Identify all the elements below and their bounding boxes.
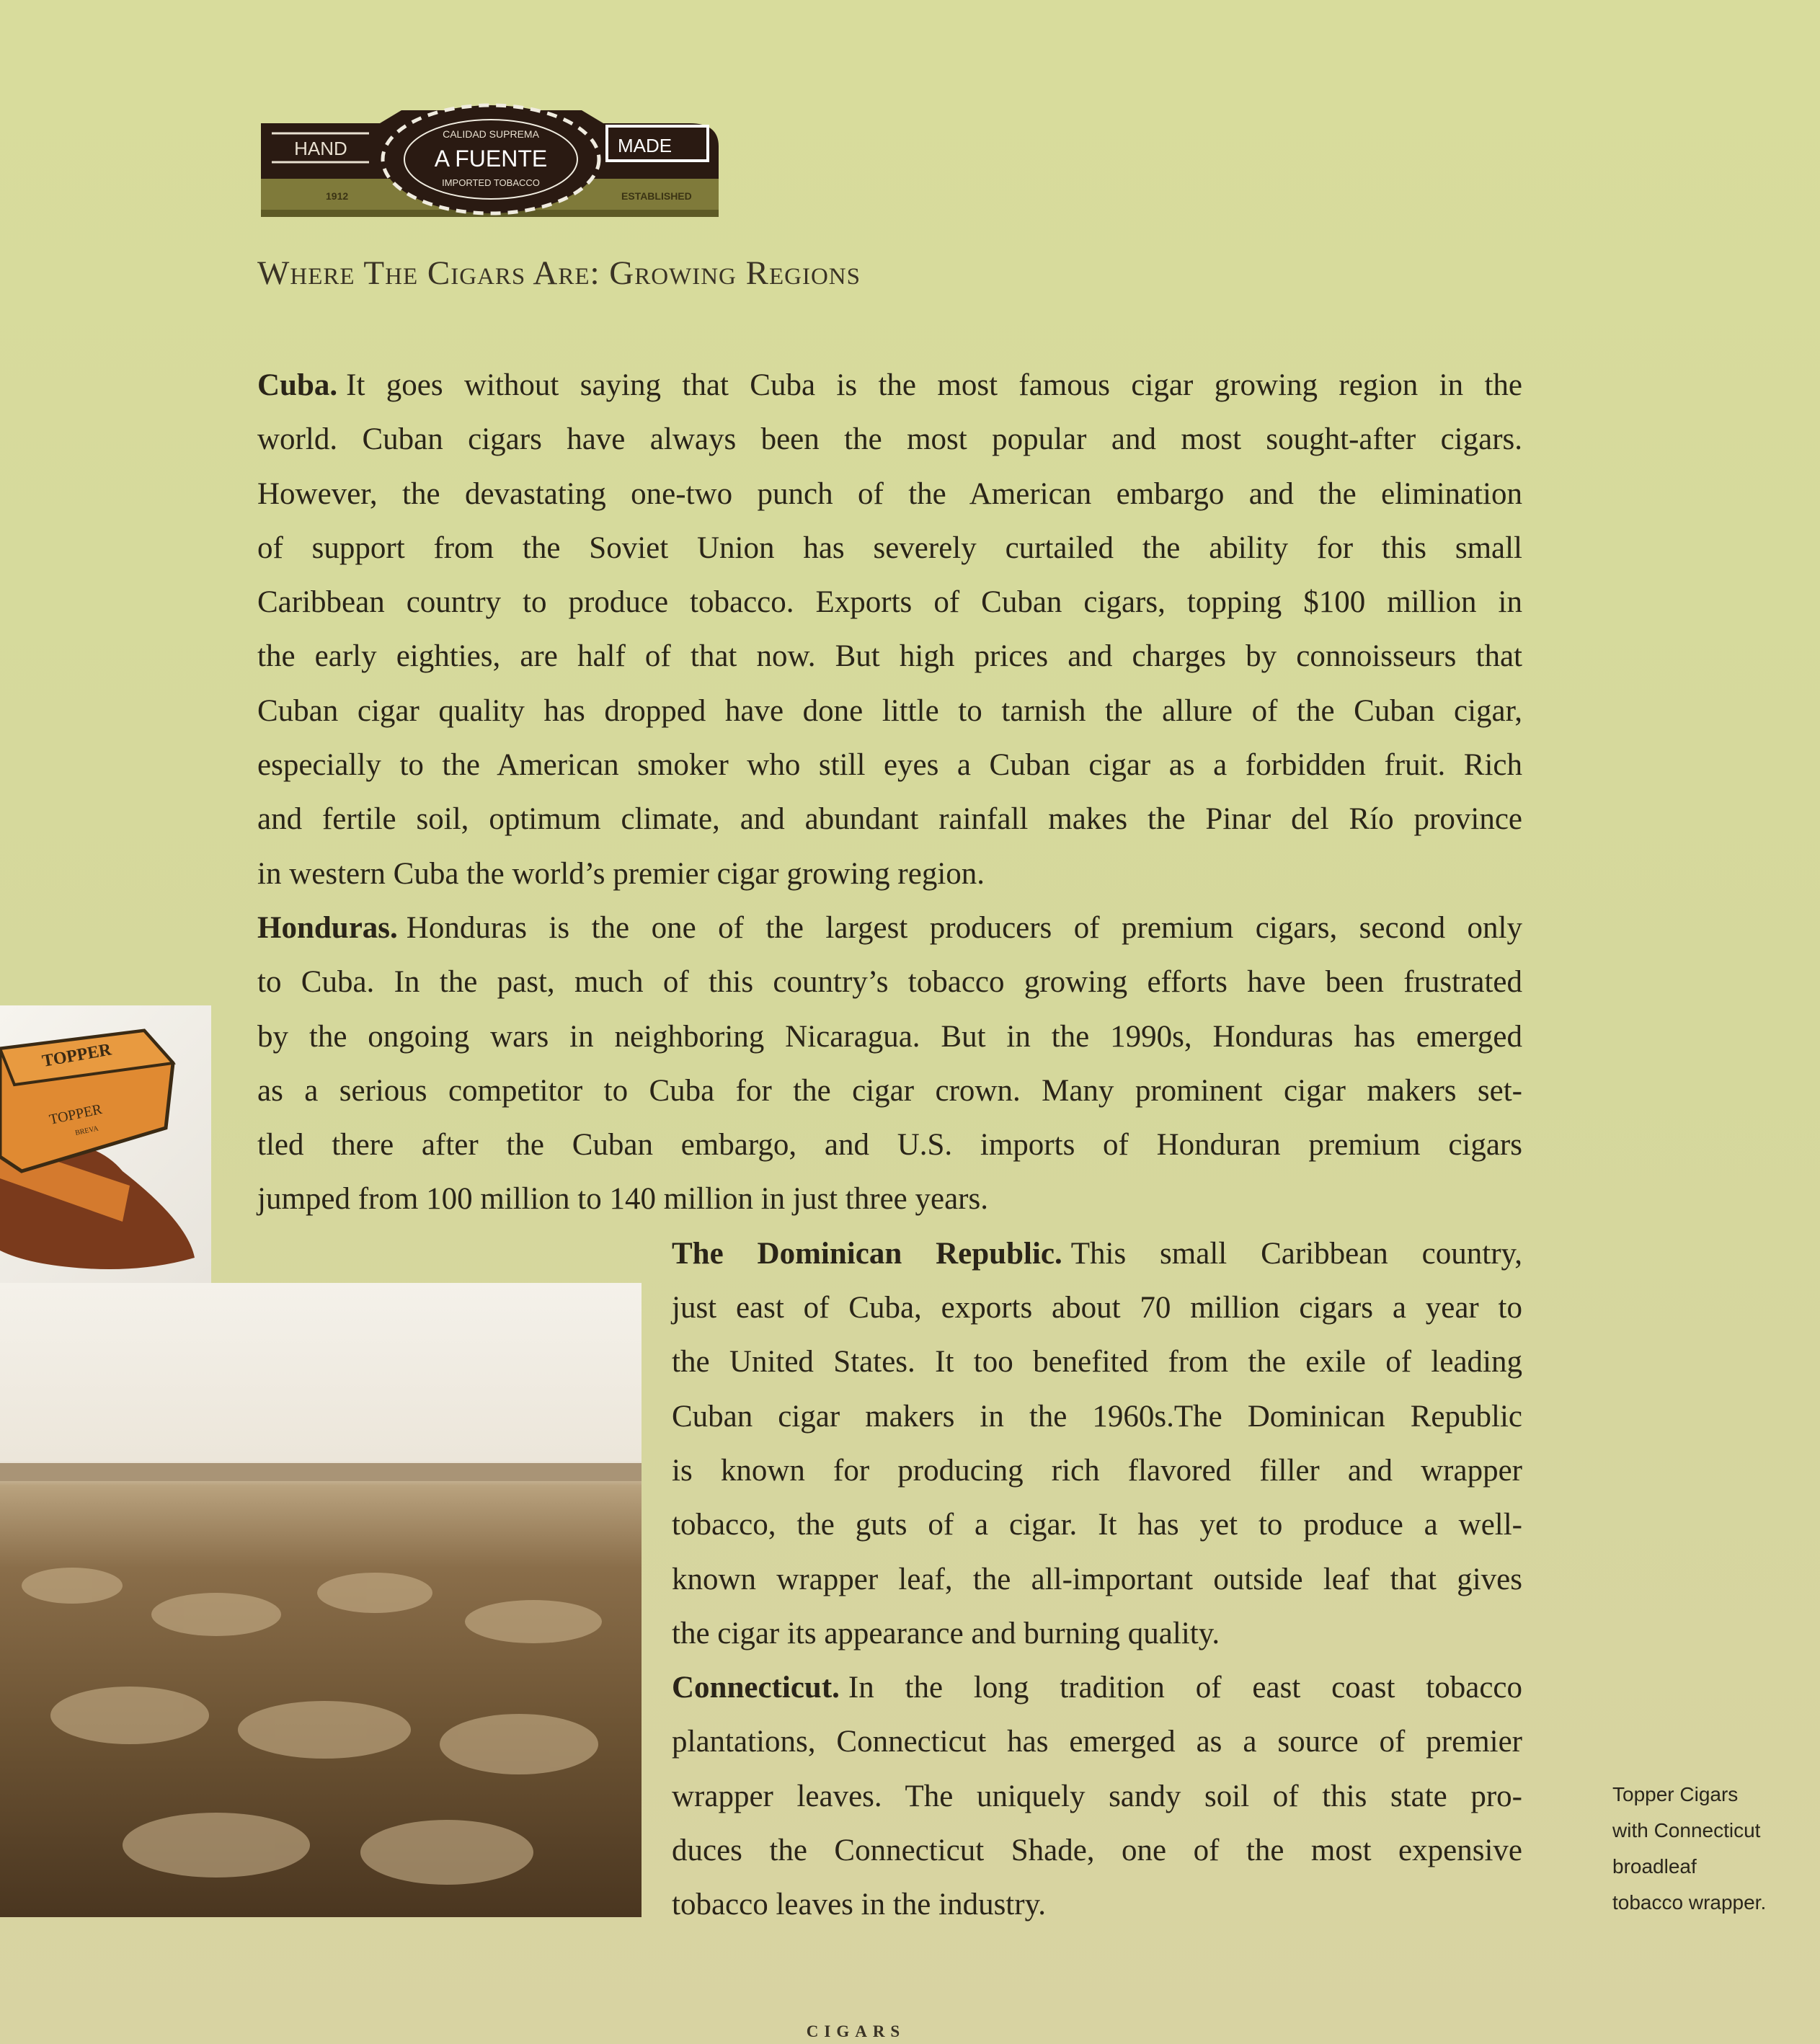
paragraph-line (672, 1281, 1522, 1335)
paragraph-line (672, 1661, 1522, 1715)
caption-line: tobacco wrapper. (1612, 1891, 1767, 1914)
line-text: the early eighties, are half of that now. But high prices and charges by connoisseurs that (257, 639, 1522, 674)
line-text: world. Cuban cigars have always been the most popular and most sought-after cigars. (257, 422, 1522, 457)
line-text: the United States. It too benefited from the exile of leading (672, 1345, 1522, 1379)
svg-text:A FUENTE: A FUENTE (434, 146, 548, 172)
paragraph-line (672, 1444, 1522, 1498)
paragraph-line (672, 1715, 1522, 1769)
line-text: by the ongoing wars in neighboring Nicaragua. But in the 1990s, Honduras has emerged (257, 1019, 1522, 1054)
footer-label: CIGARS (806, 2022, 906, 2040)
paragraph-line (672, 1878, 1522, 1932)
svg-text:IMPORTED TOBACCO: IMPORTED TOBACCO (442, 177, 540, 188)
line-text: wrapper leaves. The uniquely sandy soil of this state pro- (672, 1779, 1522, 1813)
line-text: to Cuba. In the past, much of this country’s tobacco growing efforts have been frustrated (257, 965, 1522, 1000)
photo-caption (1612, 1777, 1766, 1921)
svg-text:BREVA: BREVA (74, 1124, 99, 1137)
line-text: In the long tradition of east coast tobacco (848, 1671, 1522, 1705)
tobacco-field-photo (0, 1283, 642, 1917)
topper-cigar-box-photo (0, 1005, 211, 1283)
line-text: in western Cuba the world’s premier cigar growing region. (257, 856, 985, 891)
line-text: This small Caribbean country, (1070, 1236, 1522, 1271)
line-text: is known for producing rich flavored filler and wrapper (672, 1453, 1522, 1488)
line-text: the cigar its appearance and burning quality. (672, 1616, 1220, 1650)
paragraph-line (257, 575, 1522, 629)
paragraph-line (257, 1118, 1522, 1172)
paragraph-line (257, 792, 1522, 846)
svg-text:TOPPER: TOPPER (48, 1101, 104, 1128)
caption-line: broadleaf (1612, 1855, 1697, 1878)
svg-text:1912: 1912 (326, 190, 349, 202)
paragraph-line (672, 1607, 1522, 1661)
paragraph-line (672, 1335, 1522, 1389)
paragraph-line (672, 1769, 1522, 1823)
caption-line: Topper Cigars (1612, 1783, 1739, 1805)
paragraph-line (672, 1227, 1522, 1281)
svg-text:TOPPER: TOPPER (40, 1040, 113, 1071)
paragraph-line (257, 955, 1522, 1009)
line-text: duces the Connecticut Shade, one of the most expensive (672, 1834, 1522, 1868)
line-text: as a serious competitor to Cuba for the cigar crown. Many prominent cigar makers set- (257, 1073, 1522, 1108)
region-heading: Cuba. (257, 368, 338, 402)
svg-text:CALIDAD SUPREMA: CALIDAD SUPREMA (443, 128, 539, 140)
paragraph-line (257, 847, 1522, 901)
paragraph-line (257, 684, 1522, 738)
line-text: tobacco leaves in the industry. (672, 1888, 1047, 1922)
line-text: known wrapper leaf, the all-important outside leaf that gives (672, 1562, 1522, 1596)
line-text: It goes without saying that Cuba is the most famous cigar growing region in the (346, 368, 1522, 402)
paragraph-line (672, 1552, 1522, 1607)
page-title: Where The Cigars Are: Growing Regions (257, 254, 861, 292)
region-heading: Honduras. (257, 910, 398, 945)
paragraph-line (672, 1498, 1522, 1552)
line-text: tobacco, the guts of a cigar. It has yet to produce a well- (672, 1508, 1522, 1542)
line-text: Cuban cigar quality has dropped have done little to tarnish the allure of the Cuban cigar, (257, 693, 1522, 728)
svg-text:MADE: MADE (618, 135, 672, 156)
paragraph-line (257, 412, 1522, 466)
line-text: especially to the American smoker who still eyes a Cuban cigar as a forbidden fruit. Rich (257, 748, 1522, 783)
page-footer (0, 2022, 1820, 2041)
paragraph-line (257, 629, 1522, 683)
line-text: of support from the Soviet Union has severely curtailed the ability for this small (257, 530, 1522, 565)
paragraph-line (257, 1172, 1522, 1226)
svg-text:HAND: HAND (294, 138, 347, 159)
paragraph-line (257, 738, 1522, 792)
region-heading: Connecticut. (672, 1671, 840, 1705)
paragraph-line (257, 467, 1522, 521)
line-text: However, the devastating one-two punch of the American embargo and the elimination (257, 476, 1522, 511)
svg-text:ESTABLISHED: ESTABLISHED (621, 190, 692, 202)
paragraph-line (257, 521, 1522, 575)
caption-line: with Connecticut (1612, 1819, 1761, 1841)
paragraph-line (257, 358, 1522, 412)
line-text: tled there after the Cuban embargo, and U.S. imports of Honduran premium cigars (257, 1128, 1522, 1163)
paragraph-line (672, 1390, 1522, 1444)
cigar-band-logo (257, 103, 724, 218)
line-text: Cuban cigar makers in the 1960s.The Dominican Republic (672, 1399, 1522, 1434)
paragraph-line (257, 1010, 1522, 1064)
line-text: Honduras is the one of the largest producers of premium cigars, second only (406, 910, 1522, 945)
region-heading: The Dominican Republic. (672, 1236, 1062, 1271)
line-text: just east of Cuba, exports about 70 million cigars a year to (672, 1291, 1522, 1325)
line-text: Caribbean country to produce tobacco. Exports of Cuban cigars, topping $100 million in (257, 585, 1522, 620)
paragraph-line (257, 1064, 1522, 1118)
line-text: plantations, Connecticut has emerged as a source of premier (672, 1725, 1522, 1759)
paragraph-line (672, 1823, 1522, 1878)
line-text: and fertile soil, optimum climate, and abundant rainfall makes the Pinar del Río province (257, 802, 1522, 837)
paragraph-line (257, 901, 1522, 955)
line-text: jumped from 100 million to 140 million in just three years. (257, 1182, 988, 1217)
